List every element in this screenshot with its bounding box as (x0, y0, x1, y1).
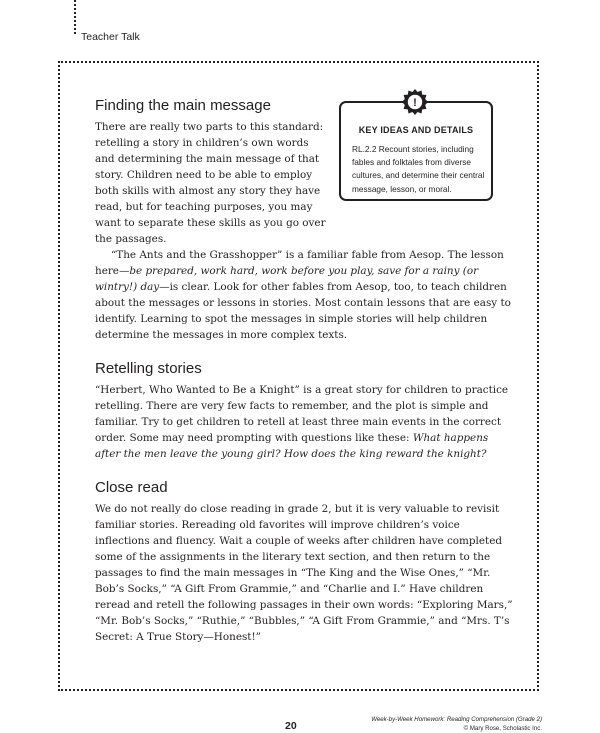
standard-title: KEY IDEAS AND DETAILS (358, 125, 474, 135)
section-title-retelling: Retelling stories (95, 360, 202, 377)
paragraph-retelling-1 (95, 382, 515, 462)
paragraph-main-message-2 (95, 247, 515, 343)
header-dotted-rule (74, 0, 76, 34)
text-span: “Herbert, Who Wanted to Be a Knight” is a great story for children to practice retelling. There are very few facts to remember, and the plot is simple and familiar. Try to get children to retell at least three main events in the correct order. Some may need prompting with questions like these: (95, 384, 509, 444)
section-main-message (95, 96, 515, 343)
standard-text: RL.2.2 Recount stories, including fables and folktales from diverse cultures, and determine their central message, lesson, or moral. (352, 144, 485, 194)
section-close-read (95, 478, 515, 645)
section-title-close-read: Close read (95, 479, 168, 496)
paragraph-main-message-1: There are really two parts to this standard: retelling a story in children’s own words and determining the main message of that story. Children need to be able to employ both skills with almost any story they have read, but for teaching purposes, you may want to separate these skills as you go over the passages. (95, 121, 326, 245)
section-retelling (95, 359, 515, 462)
italic-span: What happens after the men leave the young girl? How does the king reward the knight? (95, 432, 489, 460)
page-number: 20 (285, 720, 297, 732)
main-content (95, 96, 515, 661)
paragraph-close-read-1: We do not really do close reading in grade 2, but it is very valuable to revisit familiar stories. Rereading old favorites will improve children’s voice inflections and fluency. Wait a couple of weeks after children have completed some of the assignments in the literary text section, and then return to the passages to find the main messages in “The King and the Wise Ones,” “Mr. Bob’s Socks,” “A Gift From Grammie,” and “Charlie and I.” Have children reread and retell the following passages in their own words: “Exploring Mars,” “Mr. Bob’s Socks,” “Ruthie,” “Bubbles,” “A Gift From Grammie,” and “Mrs. T’s Secret: A True Story—Honest!” (95, 503, 513, 643)
text-span: “The Ants and the Grasshopper” is a familiar fable from Aesop. The lesson here— (95, 249, 504, 277)
section-title-main-message: Finding the main message (95, 97, 271, 114)
italic-span: be prepared, work hard, work before you play, save for a rainy (or wintry!) day (95, 265, 479, 293)
text-span: —is clear. Look for other fables from Aesop, too, to teach children about the messages or lessons in stories. Most contain lessons that are easy to identify. Learning to spot the messages in simple stories will help children determine the messages in more complex texts. (95, 281, 511, 341)
footer-copyright: © Mary Rose, Scholastic Inc. (463, 725, 542, 732)
alert-badge-glyph: ! (413, 97, 417, 109)
running-header: Teacher Talk (81, 31, 140, 43)
footer-book-title: Week-by-Week Homework: Reading Comprehension (Grade 2) (371, 716, 542, 723)
